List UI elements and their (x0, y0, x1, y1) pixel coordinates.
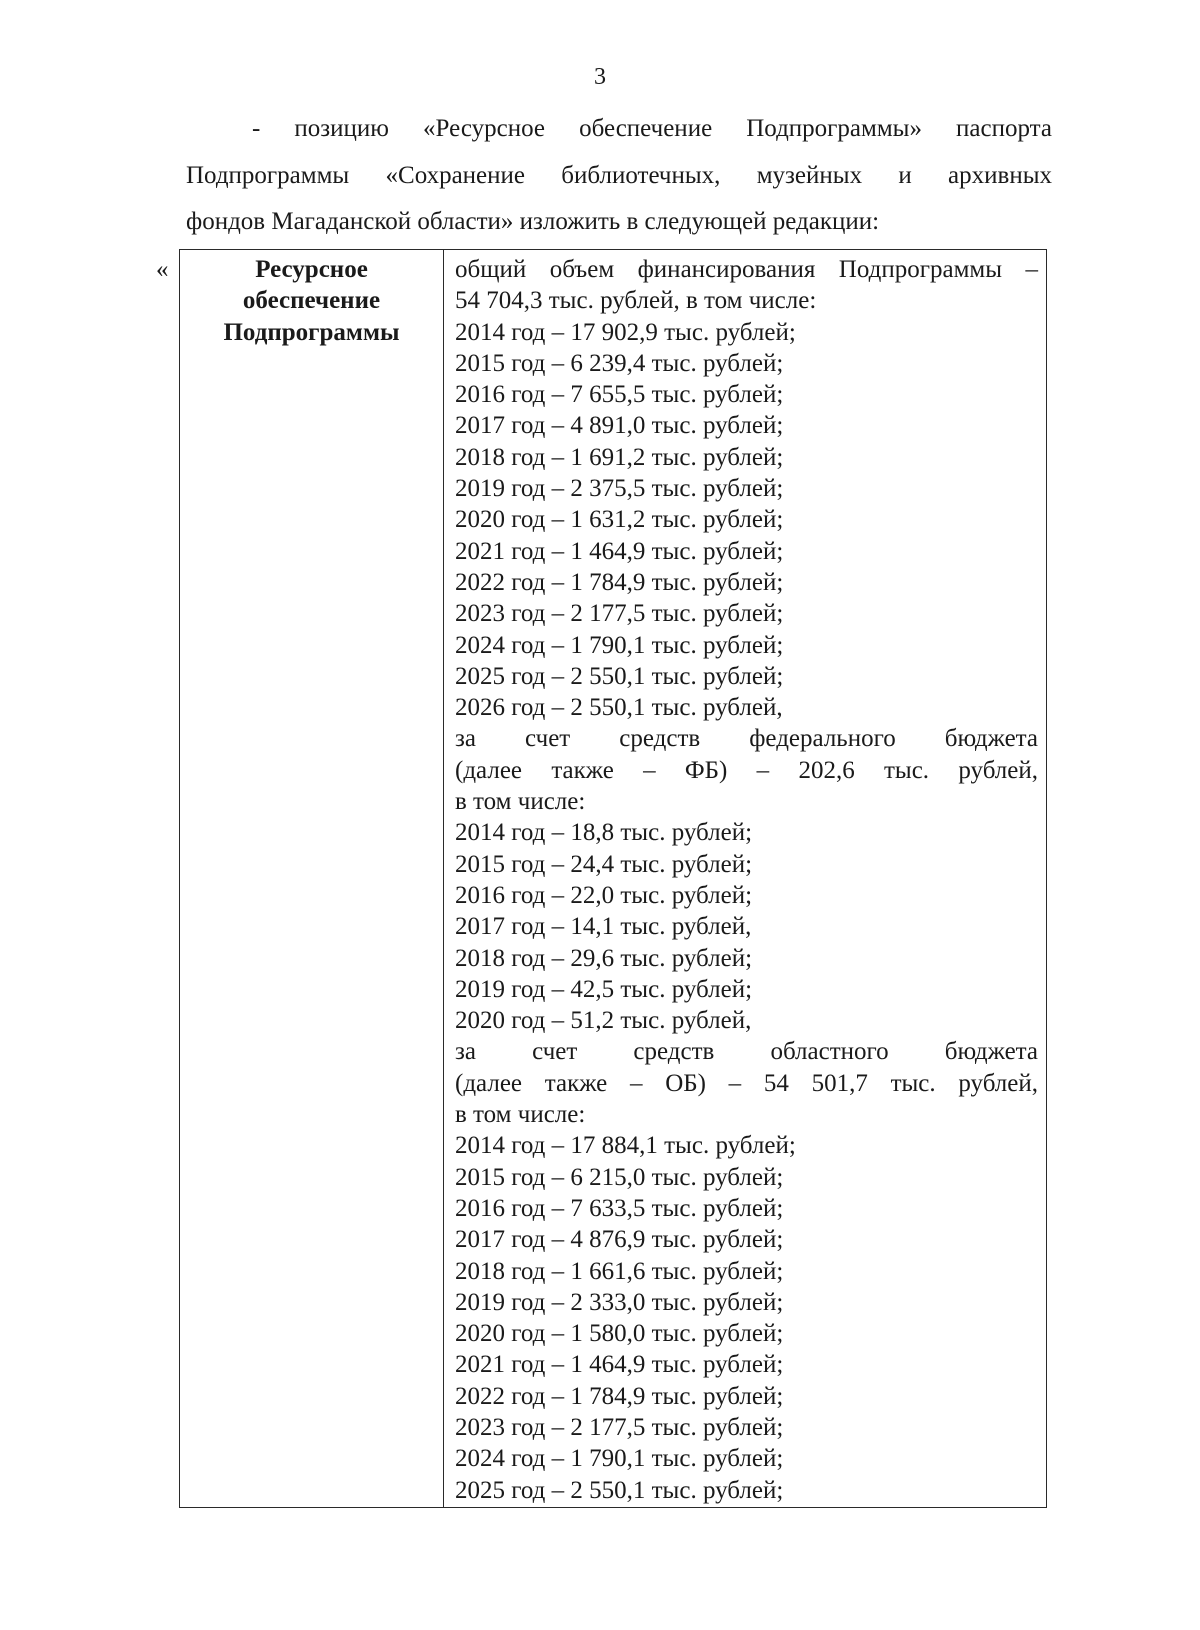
column-divider (443, 250, 444, 1507)
funding-line: 2014 год – 17 884,1 тыс. рублей; (455, 1132, 796, 1160)
position-title-line: Ресурсное (255, 256, 368, 283)
opening-quote-mark: « (156, 256, 169, 283)
funding-line: 2020 год – 1 631,2 тыс. рублей; (455, 506, 784, 534)
funding-line: 2023 год – 2 177,5 тыс. рублей; (455, 1413, 784, 1441)
funding-details-cell (455, 254, 1038, 1506)
funding-line: (далее также – ОБ) – 54 501,7 тыс. рублей, (455, 1069, 1038, 1097)
funding-line: общий объем финансирования Подпрограммы – (455, 256, 1038, 283)
funding-line: 54 704,3 тыс. рублей, в том числе: (455, 287, 817, 315)
intro-line: Подпрограммы «Сохранение библиотечных, музейных и архивных (186, 161, 1052, 189)
funding-line: 2018 год – 1 661,6 тыс. рублей; (455, 1257, 784, 1285)
funding-line: 2017 год – 4 876,9 тыс. рублей; (455, 1226, 784, 1254)
funding-line: 2019 год – 42,5 тыс. рублей; (455, 975, 753, 1003)
position-title-line: Подпрограммы (223, 318, 400, 346)
funding-line: 2022 год – 1 784,9 тыс. рублей; (455, 568, 784, 596)
funding-line: 2022 год – 1 784,9 тыс. рублей; (455, 1382, 784, 1410)
funding-line: 2023 год – 2 177,5 тыс. рублей; (455, 600, 784, 628)
funding-line: в том числе: (455, 1101, 586, 1129)
funding-line: 2019 год – 2 375,5 тыс. рублей; (455, 475, 784, 503)
position-title-line: обеспечение (242, 287, 381, 315)
position-title-cell (180, 254, 443, 348)
funding-line: 2021 год – 1 464,9 тыс. рублей; (455, 1351, 784, 1379)
funding-line: 2016 год – 22,0 тыс. рублей; (455, 881, 753, 909)
funding-line: 2017 год – 14,1 тыс. рублей, (455, 913, 752, 941)
funding-line: 2015 год – 24,4 тыс. рублей; (455, 850, 753, 878)
intro-paragraph (186, 106, 1052, 246)
funding-line: 2020 год – 51,2 тыс. рублей, (455, 1007, 752, 1035)
funding-line: 2020 год – 1 580,0 тыс. рублей; (455, 1320, 784, 1348)
intro-line: фондов Магаданской области» изложить в следующей редакции: (186, 208, 880, 235)
funding-line: 2021 год – 1 464,9 тыс. рублей; (455, 537, 784, 565)
funding-line: 2014 год – 17 902,9 тыс. рублей; (455, 318, 796, 346)
funding-line: за счет средств федерального бюджета (455, 725, 1038, 753)
funding-line: 2024 год – 1 790,1 тыс. рублей; (455, 631, 784, 659)
funding-line: 2016 год – 7 633,5 тыс. рублей; (455, 1194, 784, 1222)
funding-line: 2016 год – 7 655,5 тыс. рублей; (455, 381, 784, 409)
funding-line: 2015 год – 6 215,0 тыс. рублей; (455, 1163, 784, 1191)
funding-line: за счет средств областного бюджета (455, 1038, 1038, 1066)
funding-line: 2018 год – 1 691,2 тыс. рублей; (455, 443, 784, 471)
funding-line: в том числе: (455, 788, 586, 816)
resource-provision-table (179, 249, 1047, 1508)
funding-line: 2025 год – 2 550,1 тыс. рублей; (455, 662, 784, 690)
funding-line: 2018 год – 29,6 тыс. рублей; (455, 944, 753, 972)
funding-line: 2026 год – 2 550,1 тыс. рублей, (455, 694, 783, 722)
funding-line: 2025 год – 2 550,1 тыс. рублей; (455, 1476, 784, 1504)
funding-line: 2015 год – 6 239,4 тыс. рублей; (455, 349, 784, 377)
funding-line: 2024 год – 1 790,1 тыс. рублей; (455, 1445, 784, 1473)
funding-line: 2019 год – 2 333,0 тыс. рублей; (455, 1288, 784, 1316)
funding-line: 2017 год – 4 891,0 тыс. рублей; (455, 412, 784, 440)
funding-line: (далее также – ФБ) – 202,6 тыс. рублей, (455, 756, 1038, 784)
funding-line: 2014 год – 18,8 тыс. рублей; (455, 819, 753, 847)
intro-line: - позицию «Ресурсное обеспечение Подпрограммы» паспорта (252, 115, 1052, 142)
page-number: 3 (594, 64, 606, 90)
